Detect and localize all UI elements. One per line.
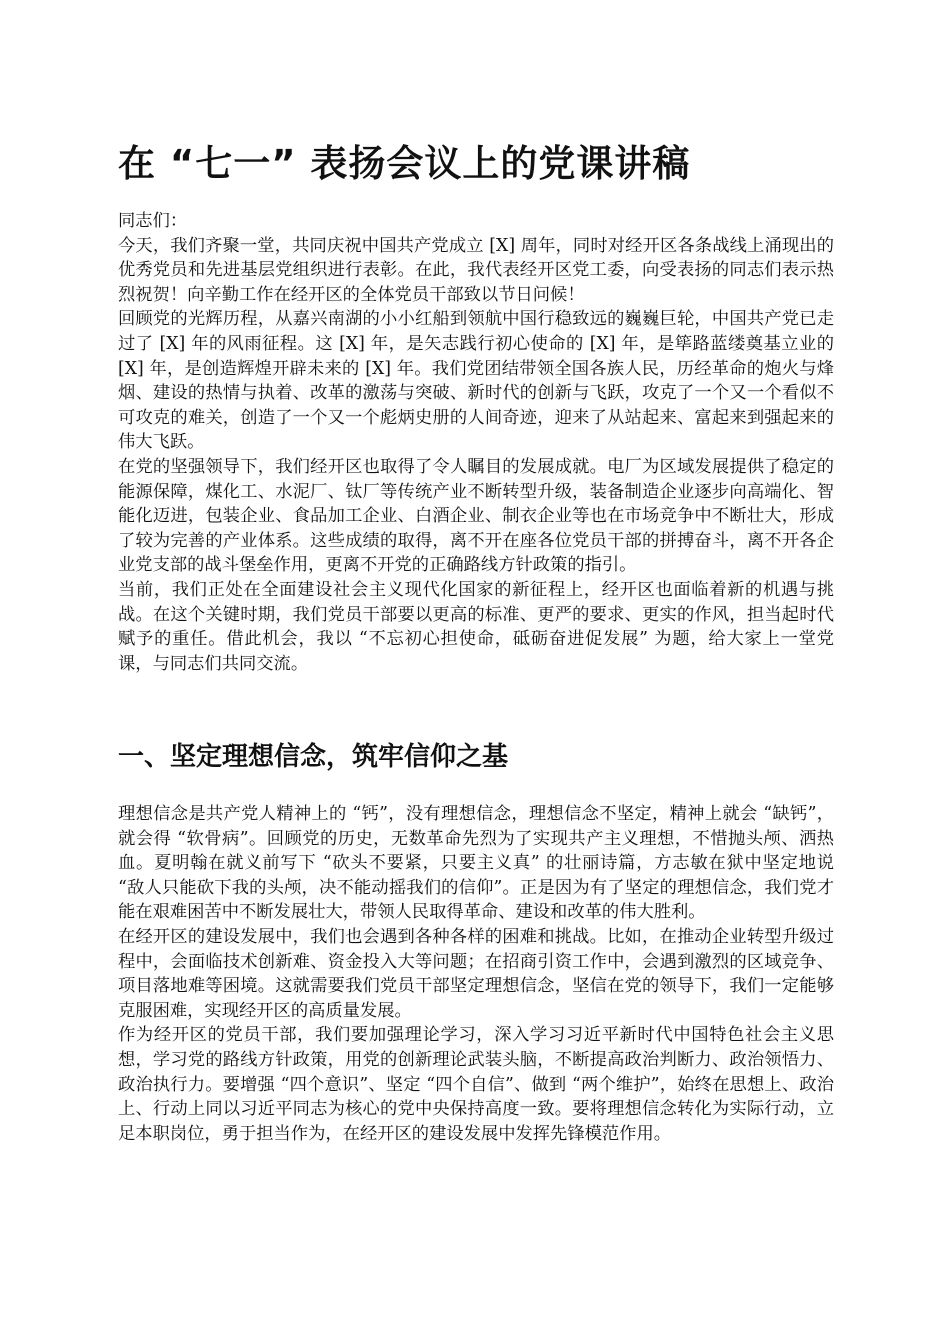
section-paragraph: 在经开区的建设发展中，我们也会遇到各种各样的困难和挑战。比如，在推动企业转型升级过程中，会面临技术创新难、资金投入大等问题；在招商引资工作中，会遇到激烈的区域竞争、项目落地难等困境。这就需要我们党员干部坚定理想信念，坚信在党的领导下，我们一定能够克服困难，实现经开区的高质量发展。 — [118, 926, 834, 1021]
intro-paragraph: 今天，我们齐聚一堂，共同庆祝中国共产党成立 [X] 周年，同时对经开区各条战线上涌现出的优秀党员和先进基层党组织进行表彰。在此，我代表经开区党工委，向受表扬的同志们表示热烈祝贺！向辛勤工作在经开区的全体党员干部致以节日问候！ — [118, 235, 834, 305]
section-paragraph: 理想信念是共产党人精神上的 “钙”，没有理想信念，理想信念不坚定，精神上就会 “缺钙”，就会得 “软骨病”。回顾党的历史，无数革命先烈为了实现共产主义理想，不惜抛头颅、洒热血。夏明翰在就义前写下 “砍头不要紧，只要主义真” 的壮丽诗篇，方志敏在狱中坚定地说 “敌人只能砍下我的头颅，决不能动摇我们的信仰”。正是因为有了坚定的理想信念，我们党才能在艰难困苦中不断发展壮大，带领人民取得革命、建设和改革的伟大胜利。 — [118, 804, 834, 923]
section-1-body — [118, 802, 834, 1146]
section-heading: 一、坚定理想信念，筑牢信仰之基 — [118, 742, 509, 772]
intro-paragraph: 当前，我们正处在全面建设社会主义现代化国家的新征程上，经开区也面临着新的机遇与挑战。在这个关键时期，我们党员干部要以更高的标准、更严的要求、更实的作风，担当起时代赋予的重任。借此机会，我以 “不忘初心担使命，砥砺奋进促发展” 为题，给大家上一堂党课，与同志们共同交流。 — [118, 579, 834, 674]
intro-paragraph: 在党的坚强领导下，我们经开区也取得了令人瞩目的发展成就。电厂为区域发展提供了稳定的能源保障，煤化工、水泥厂、钛厂等传统产业不断转型升级，装备制造企业逐步向高端化、智能化迈进，包装企业、食品加工企业、白酒企业、制衣企业等也在市场竞争中不断壮大，形成了较为完善的产业体系。这些成绩的取得，离不开在座各位党员干部的拼搏奋斗，离不开各企业党支部的战斗堡垒作用，更离不开党的正确路线方针政策的指引。 — [118, 456, 834, 576]
intro-paragraph: 回顾党的光辉历程，从嘉兴南湖的小小红船到领航中国行稳致远的巍巍巨轮，中国共产党已走过了 [X] 年的风雨征程。这 [X] 年，是矢志践行初心使命的 [X] 年，是筚路蓝缕奠基立业的 [X] 年，是创造辉煌开辟未来的 [X] 年。我们党团结带领全国各族人民，历经革命的炮火与烽烟、建设的热情与执着、改革的激荡与突破、新时代的创新与飞跃，攻克了一个又一个看似不可攻克的难关，创造了一个又一个彪炳史册的人间奇迹，迎来了从站起来、富起来到强起来的伟大飞跃。 — [118, 309, 834, 453]
document-title: 在 “七一” 表扬会议上的党课讲稿 — [118, 142, 691, 185]
salutation: 同志们： — [118, 211, 188, 231]
section-paragraph: 作为经开区的党员干部，我们要加强理论学习，深入学习习近平新时代中国特色社会主义思想，学习党的路线方针政策，用党的创新理论武装头脑，不断提高政治判断力、政治领悟力、政治执行力。要增强 “四个意识”、坚定 “四个自信”、做到 “两个维护”，始终在思想上、政治上、行动上同以习近平同志为核心的党中央保持高度一致。要将理想信念转化为实际行动，立足本职岗位，勇于担当作为，在经开区的建设发展中发挥先锋模范作用。 — [118, 1025, 834, 1144]
intro-section — [118, 209, 834, 676]
